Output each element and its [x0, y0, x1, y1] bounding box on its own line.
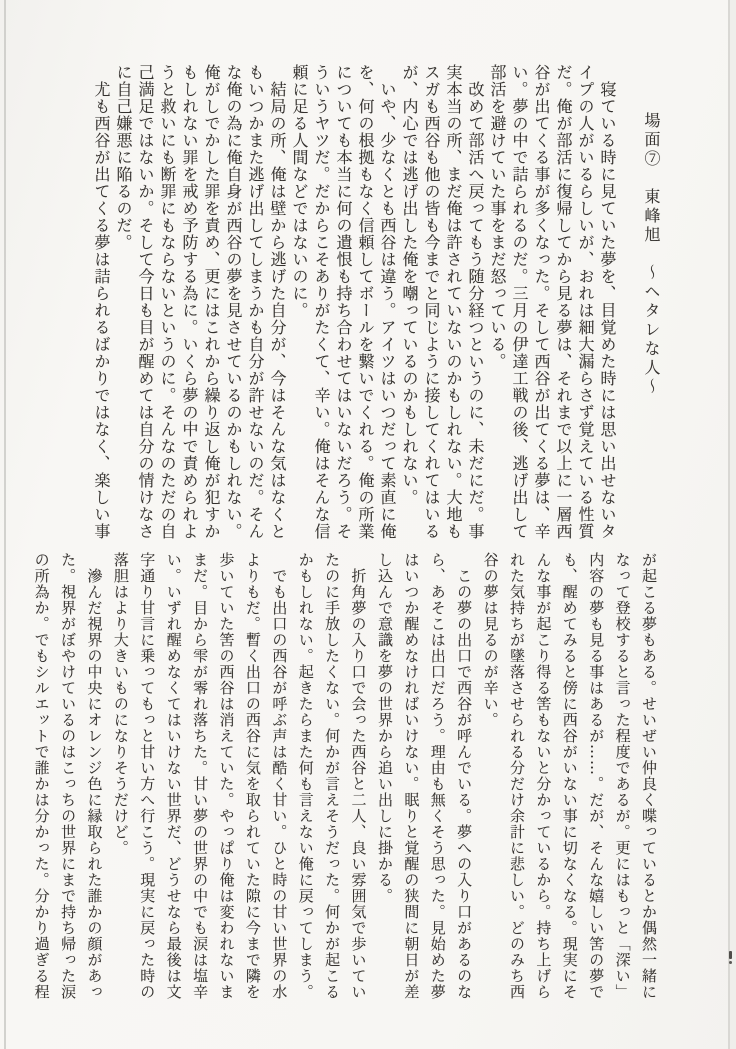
text-column: れた気持ちが墜落させられる分だけ余計に悲しい。どのみち西 — [507, 552, 526, 1000]
text-column: はいつか醒めなければいけない。眠りと覚醒の狭間に朝日が差 — [402, 552, 421, 1000]
text-column: なって登校すると言った程度であるが。更にはもっと「深い」 — [613, 552, 632, 1000]
text-column: 尤も西谷が出てくる夢は詰られるばかりではなく、楽しい事 — [92, 64, 111, 540]
text-column: 滲んだ視界の中央にオレンジ色に縁取られた誰かの顔があっ — [85, 552, 104, 1000]
text-column: たのに手放したくない。何かが言えそうだった。何かが起こる — [323, 552, 342, 1000]
text-column: 内容の夢も見る事はあるが……。だが、そんな嬉しい筈の夢で — [587, 552, 606, 1000]
left-page-edge-line — [4, 0, 6, 1049]
text-column: スガも西谷も他の皆も今までと同じように接してくれてはいる — [422, 64, 441, 540]
text-column: もしれない罪を戒め予防する為に。いくら夢の中で責められよ — [180, 64, 199, 540]
text-column: 己満足ではないか。そして今日も目が醒めては自分の情けなさ — [136, 64, 155, 540]
text-column: よりもだ。暫く出口の西谷に気を取られていた隙に今まで隣を — [243, 552, 262, 1000]
text-column: いや、少なくとも西谷は違う。アイツはいつだって素直に俺 — [378, 64, 397, 540]
left-page-edge — [0, 0, 18, 1049]
page-number-fragment — [729, 951, 732, 959]
text-column: まだ。目から雫が零れ落ちた。甘い夢の世界の中でも涙は塩辛 — [191, 552, 210, 1000]
text-column: 字通り甘言に乗ってもっと甘い方へ行こう。現実に戻った時の — [138, 552, 157, 1000]
text-column: 落胆はより大きいものになりそうだけど。 — [111, 552, 130, 856]
right-page-edge-shade — [730, 0, 736, 1049]
text-column: ら、あそこは出口だろう。理由も無くそう思った。見始めた夢 — [428, 552, 447, 1000]
text-column: かもしれない。起きたらまた何も言えない俺に戻ってしまう。 — [296, 552, 315, 1000]
text-column: 改めて部活へ戻ってもう随分経つというのに、未だにだ。事 — [466, 64, 485, 540]
text-column: が、内心では逃げ出した俺を嘲っているのかもしれない。 — [400, 64, 419, 506]
top-text-block — [90, 64, 618, 546]
bottom-text-block — [28, 552, 662, 1004]
text-column: 折角夢の入り口で会った西谷と二人、良い雰囲気で歩いてい — [349, 552, 368, 1000]
text-column: 谷の夢は見るのが辛い。 — [481, 552, 500, 728]
text-column: もいつかまた逃げ出してしまうかも自分が許せないのだ。そん — [246, 64, 265, 540]
text-column: 寝ている時に見ていた夢を、目覚めた時には思い出せないタ — [598, 64, 617, 540]
text-column: ういうヤツだ。だからこそありがたくて、辛い。俺はそんな信 — [312, 64, 331, 540]
text-column: 俺がしでかした罪を責め、更にはこれから繰り返し俺が犯すか — [202, 64, 221, 540]
text-column: だ。俺が部活に復帰してから見る夢は、それまで以上に一層西 — [554, 64, 573, 540]
text-column: うと救いにも断罪にもならないというのに。そんなのただの自 — [158, 64, 177, 540]
scene-heading: 場面⑦ 東峰旭 〜ヘタレな人〜 — [642, 112, 661, 397]
text-column: に自己嫌悪に陥るのだ。 — [114, 64, 133, 251]
text-column: い。夢の中で詰られるのだ。三月の伊達工戦の後、逃げ出して — [510, 64, 529, 540]
right-page-edge-line — [728, 0, 730, 1049]
text-column: し込んで意識を夢の世界から追い出しに掛かる。 — [375, 552, 394, 904]
text-column: イプの人がいるらしいが、おれは細大漏らさず覚えている性質 — [576, 64, 595, 540]
text-column: た。視界がぼやけているのはこっちの世界にまで持ち帰った涙 — [59, 552, 78, 1000]
text-column: でも出口の西谷が呼ぶ声は酷く甘い。ひと時の甘い世界の水 — [270, 552, 289, 1000]
text-column: 谷が出てくる事が多くなった。そして西谷が出てくる夢は、辛 — [532, 64, 551, 540]
text-column: 歩いていた筈の西谷は消えていた。やっぱり俺は変われないま — [217, 552, 236, 1000]
text-column: んな事が起こり得る筈もないと分かっているから。持ち上げら — [534, 552, 553, 1000]
text-column: も、醒めてみると傍に西谷がいない事に切なくなる。現実にそ — [560, 552, 579, 1000]
text-column: が起こる夢もある。せいぜい仲良く喋っているとか偶然一緒に — [640, 552, 658, 1000]
text-column: の所為か。でもシルエットで誰かは分かった。分かり過ぎる程 — [32, 552, 51, 1000]
text-column: い。いずれ醒めなくてはいけない世界だ、どうせなら最後は文 — [164, 552, 183, 1000]
text-column: を、何の根拠もなく信頼してボールを繋いでくれる。俺の所業 — [356, 64, 375, 540]
text-column: な俺の為に俺自身が西谷の夢を見させているのかもしれない。 — [224, 64, 243, 540]
text-column: 部活を避けていた事をまだ怒っている。 — [488, 64, 507, 370]
text-column: 実本当の所、まだ俺は許されていないのかもしれない。大地も — [444, 64, 463, 540]
text-column: 結局の所、俺は壁から逃げた自分が、今はそんな気はなくと — [268, 64, 287, 540]
text-column: についても本当に何の遺恨も持ち合わせてはいないだろう。そ — [334, 64, 353, 540]
text-column: 頼に足る人間などではないのに。 — [290, 64, 309, 319]
text-column: この夢の出口で西谷が呼んでいる。夢への入り口があるのな — [455, 552, 474, 1000]
